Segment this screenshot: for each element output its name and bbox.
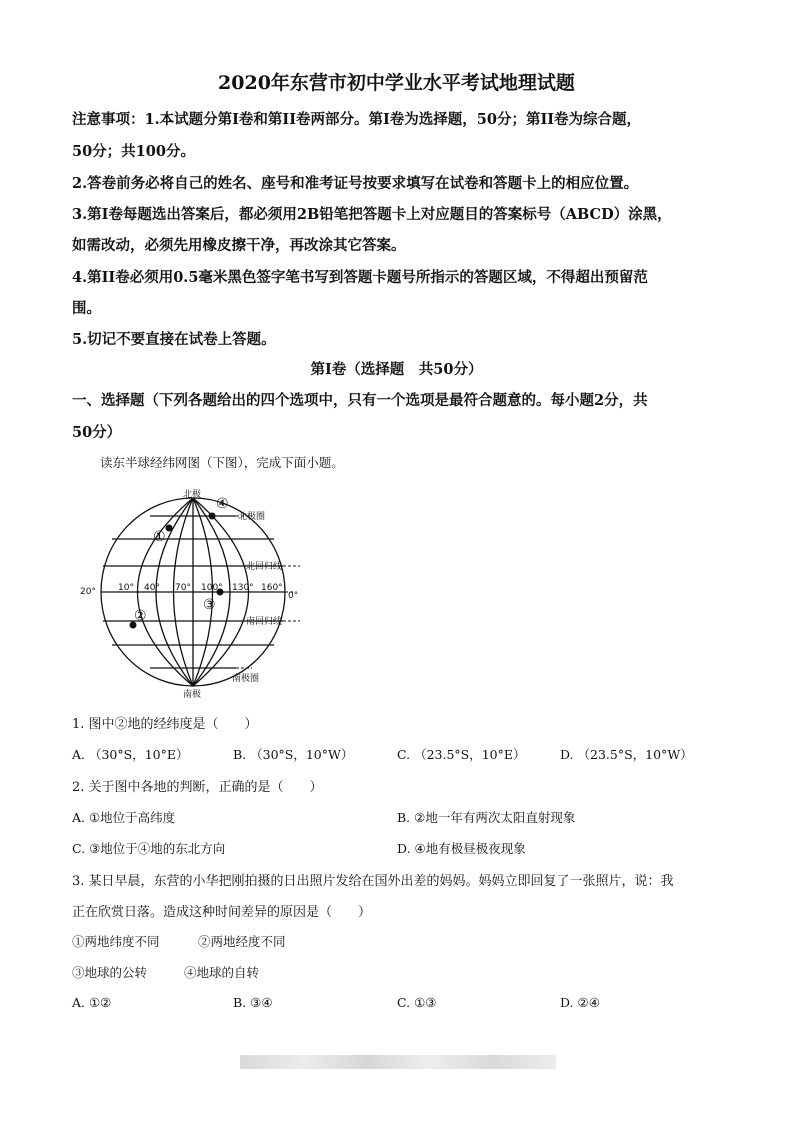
point-1-label: ① bbox=[153, 529, 166, 545]
arctic-circle-label: 北极圈 bbox=[238, 512, 266, 522]
option-c: C. ①③ bbox=[397, 995, 437, 1010]
point-4-label: ④ bbox=[216, 496, 229, 512]
point-4-dot bbox=[209, 513, 216, 520]
statement-item: ④地球的自转 bbox=[184, 965, 260, 980]
notice-line: 注意事项：1.本试题分第Ⅰ卷和第II卷两部分。第Ⅰ卷为选择题，50分；第II卷为综合题， bbox=[72, 111, 642, 128]
notice-line: 如需改动，必须先用橡皮擦干净，再改涂其它答案。 bbox=[72, 237, 406, 254]
section-title: 第Ⅰ卷（选择题 共50分） bbox=[310, 361, 483, 378]
option-d: D. （23.5°S，10°W） bbox=[560, 747, 693, 762]
statement-item: ②两地经度不同 bbox=[198, 934, 286, 949]
option-b: B. ②地一年有两次太阳直射现象 bbox=[397, 810, 576, 825]
tropic-capricorn-label: 南回归线 bbox=[246, 617, 283, 627]
option-a: A. ①② bbox=[72, 995, 112, 1010]
blurred-footer bbox=[240, 1055, 556, 1069]
point-2-label: ② bbox=[134, 608, 147, 624]
statement-item: ③地球的公转 bbox=[72, 965, 148, 980]
question-stem: 3. 某日早晨，东营的小华把刚拍摄的日出照片发给在国外出差的妈妈。妈妈立即回复了一张照片，说：我 bbox=[72, 874, 674, 889]
notice-line: 围。 bbox=[72, 300, 101, 317]
tropic-cancer-label: 北回归线 bbox=[246, 562, 283, 572]
notice-line: 4.第II卷必须用0.5毫米黑色签字笔书写到答题卡题号所指示的答题区域，不得超出预留范 bbox=[72, 269, 648, 286]
part-heading: 一、选择题（下列各题给出的四个选项中，只有一个选项是最符合题意的。每小题2分，共 bbox=[72, 392, 648, 409]
point-1-dot bbox=[166, 525, 173, 532]
question-stem: 2. 关于图中各地的判断，正确的是（ ） bbox=[72, 780, 323, 795]
notice-line: 3.第Ⅰ卷每题选出答案后，都必须用2B铅笔把答题卡上对应题目的答案标号（ABCD）涂黑， bbox=[72, 206, 672, 223]
question-stem-cont: 正在欣赏日落。造成这种时间差异的原因是（ ） bbox=[72, 905, 372, 920]
hemisphere-map bbox=[72, 488, 312, 700]
option-c: C. （23.5°S，10°E） bbox=[397, 747, 526, 762]
lon-label: 160° bbox=[261, 583, 283, 593]
intro-text: 读东半球经纬网图（下图），完成下面小题。 bbox=[100, 455, 344, 470]
lon-label: 130° bbox=[232, 583, 254, 593]
notice-line: 50分；共100分。 bbox=[72, 143, 195, 160]
page-title: 2020年东营市初中学业水平考试地理试题 bbox=[218, 72, 575, 94]
lon-label: 70° bbox=[175, 583, 191, 593]
statement-item: ①两地纬度不同 bbox=[72, 934, 160, 949]
lon-label: 100° bbox=[201, 583, 223, 593]
point-3-label: ③ bbox=[203, 597, 216, 613]
notice-line: 2.答卷前务必将自己的姓名、座号和准考证号按要求填写在试卷和答题卡上的相应位置。 bbox=[72, 175, 639, 192]
equator-label: 0° bbox=[288, 591, 299, 601]
option-c: C. ③地位于④地的东北方向 bbox=[72, 841, 226, 856]
south-pole-label: 南极 bbox=[183, 690, 202, 700]
question-stem: 1. 图中②地的经纬度是（ ） bbox=[72, 717, 258, 732]
antarctic-circle-label: 南极圈 bbox=[232, 674, 260, 684]
north-pole-label: 北极 bbox=[183, 490, 202, 500]
option-d: D. ②④ bbox=[560, 995, 600, 1010]
lon-label: 10° bbox=[118, 583, 134, 593]
option-b: B. ③④ bbox=[233, 995, 273, 1010]
lon-label: 20° bbox=[80, 587, 96, 597]
option-d: D. ④地有极昼极夜现象 bbox=[397, 841, 526, 856]
option-a: A. ①地位于高纬度 bbox=[72, 810, 176, 825]
lon-label: 40° bbox=[144, 583, 160, 593]
option-b: B. （30°S，10°W） bbox=[233, 747, 354, 762]
part-heading-cont: 50分） bbox=[72, 424, 122, 441]
notice-line: 5.切记不要直接在试卷上答题。 bbox=[72, 331, 276, 348]
option-a: A. （30°S，10°E） bbox=[72, 747, 189, 762]
